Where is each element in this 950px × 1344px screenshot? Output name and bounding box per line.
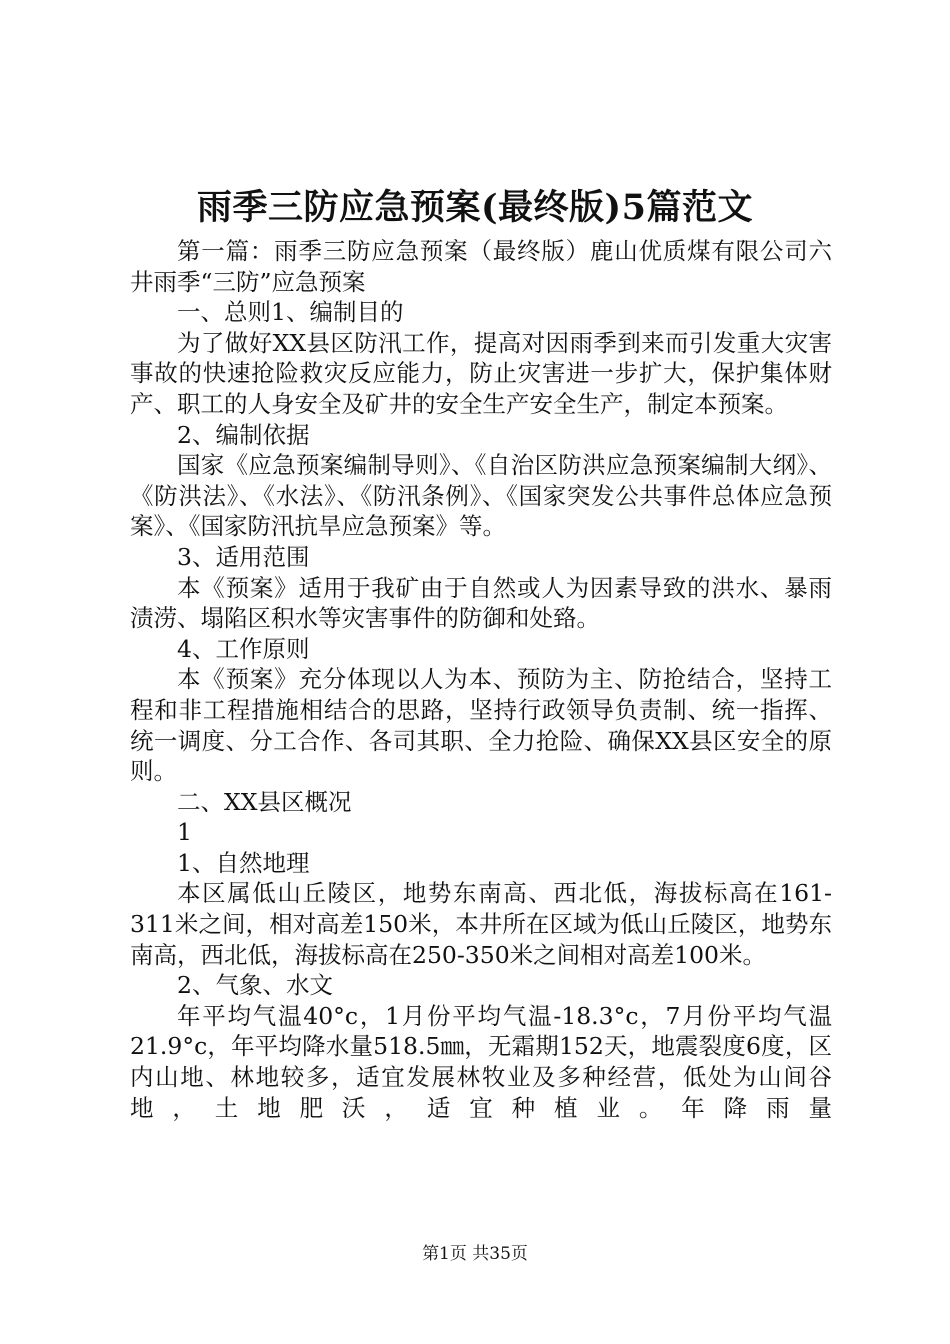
paragraph: 本《预案》适用于我矿由于自然或人为因素导致的洪水、暴雨渍涝、塌陷区积水等灾害事件的防御和处臵。 — [130, 573, 832, 633]
paragraph: 国家《应急预案编制导则》、《自治区防洪应急预案编制大纲》、《防洪法》、《水法》、《防汛条例》、《国家突发公共事件总体应急预案》、《国家防汛抗旱应急预案》等。 — [130, 451, 832, 541]
paragraph: 1 — [177, 818, 192, 847]
document-body — [130, 236, 832, 1123]
paragraph: 本区属低山丘陵区，地势东南高、西北低，海拔标高在161-311米之间，相对高差150米，本井所在区域为低山丘陵区，地势东南高，西北低，海拔标高在250-350米之间相对高差100米。 — [130, 879, 832, 969]
section-heading: 3、适用范围 — [177, 542, 310, 571]
section-heading: 一、总则1、编制目的 — [177, 298, 404, 327]
section-heading: 2、气象、水文 — [177, 971, 333, 1000]
page-number-footer: 第1页 共35页 — [422, 1244, 528, 1264]
section-heading: 二、XX县区概况 — [177, 787, 352, 816]
section-heading: 2、编制依据 — [177, 420, 310, 449]
paragraph: 本《预案》充分体现以人为本、预防为主、防抢结合，坚持工程和非工程措施相结合的思路，坚持行政领导负责制、统一指挥、统一调度、分工合作、各司其职、全力抢险、确保XX县区安全的原则。 — [130, 665, 832, 786]
paragraph: 为了做好XX县区防汛工作，提高对因雨季到来而引发重大灾害事故的快速抢险救灾反应能力，防止灾害进一步扩大，保护集体财产、职工的人身安全及矿井的安全生产安全生产，制定本预案。 — [130, 328, 832, 418]
section-heading: 1、自然地理 — [177, 848, 310, 877]
page-title: 雨季三防应急预案(最终版)5篇范文 — [197, 187, 753, 228]
paragraph: 第一篇：雨季三防应急预案（最终版）鹿山优质煤有限公司六井雨季“三防”应急预案 — [130, 237, 832, 296]
section-heading: 4、工作原则 — [177, 634, 310, 663]
paragraph: 年平均气温40°c，1月份平均气温-18.3°c，7月份平均气温21.9°c，年平均降水量518.5㎜，无霜期152天，地震裂度6度，区内山地、林地较多，适宜发展林牧业及多种经营，低处为山间谷地，土地肥沃，适宜种植业。年降雨量 — [130, 1001, 832, 1122]
